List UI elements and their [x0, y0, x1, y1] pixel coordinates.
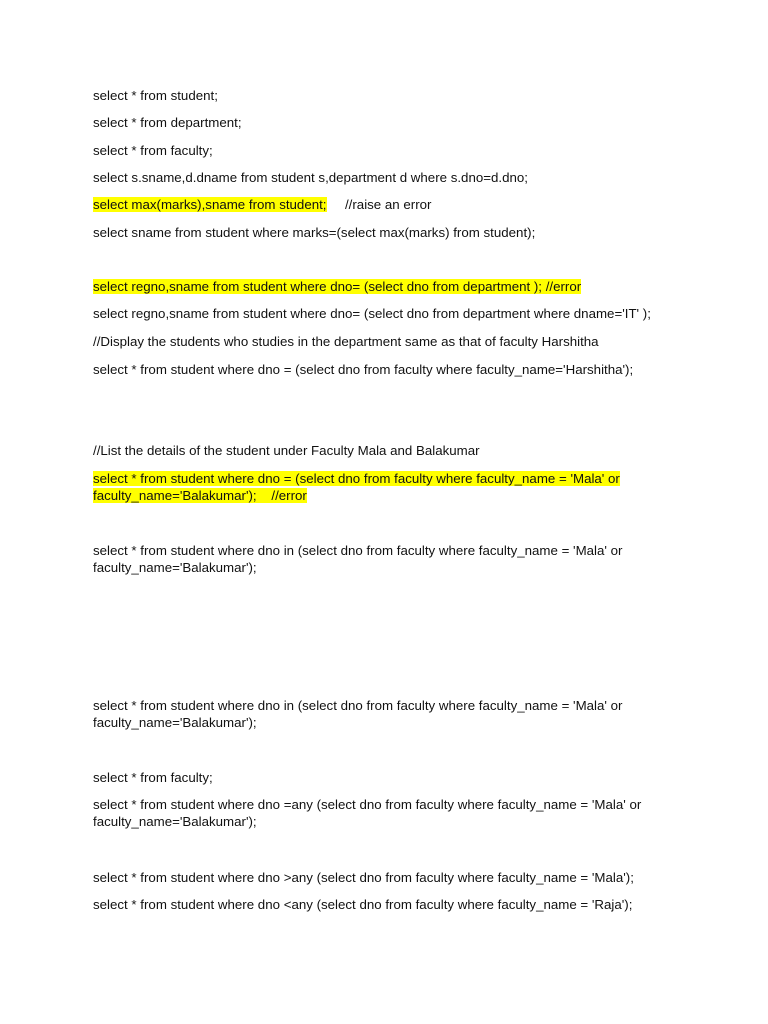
text-run: select * from student where dno =any (select dno from faculty where faculty_name = 'Mala' or: [93, 797, 642, 812]
document-line: [93, 796, 693, 814]
document-line: [93, 114, 693, 132]
document-line: [93, 224, 693, 242]
highlighted-text: select max(marks),sname from student;: [93, 197, 327, 212]
text-run: faculty_name='Balakumar');: [93, 715, 257, 730]
document-line: [93, 559, 693, 577]
document-line: [93, 813, 693, 831]
highlighted-text: select regno,sname from student where dno= (select dno from department ); //error: [93, 279, 582, 294]
text-run: select * from faculty;: [93, 770, 213, 785]
text-run: select * from student where dno = (select dno from faculty where faculty_name='Harshitha');: [93, 362, 634, 377]
document-line: [93, 169, 693, 187]
text-run: select * from student where dno <any (select dno from faculty where faculty_name = 'Raja');: [93, 897, 633, 912]
highlighted-text: faculty_name='Balakumar'); //error: [93, 488, 307, 503]
document-line: [93, 305, 693, 323]
document-line: [93, 896, 693, 914]
text-run: select * from faculty;: [93, 143, 213, 158]
document-line: [93, 142, 693, 160]
text-run: select * from student where dno in (select dno from faculty where faculty_name = 'Mala' or: [93, 698, 623, 713]
text-run: faculty_name='Balakumar');: [93, 814, 257, 829]
document-line: [93, 542, 693, 560]
text-run: select * from student where dno >any (select dno from faculty where faculty_name = 'Mala');: [93, 870, 634, 885]
text-run: //List the details of the student under Faculty Mala and Balakumar: [93, 443, 480, 458]
text-run: select * from department;: [93, 115, 242, 130]
document-line: [93, 697, 693, 715]
document-line: [93, 869, 693, 887]
text-run: select * from student;: [93, 88, 218, 103]
text-run: //raise an error: [326, 197, 432, 212]
document-line: [93, 278, 693, 296]
text-run: //Display the students who studies in the department same as that of faculty Harshitha: [93, 334, 599, 349]
document-line: [93, 487, 693, 505]
document-line: [93, 196, 693, 214]
text-run: select sname from student where marks=(select max(marks) from student);: [93, 225, 536, 240]
text-run: faculty_name='Balakumar');: [93, 560, 257, 575]
text-run: select regno,sname from student where dno= (select dno from department where dname='IT' );: [93, 306, 651, 321]
document-line: [93, 361, 693, 379]
document-line: [93, 470, 693, 488]
document-line: [93, 333, 693, 351]
text-run: select s.sname,d.dname from student s,department d where s.dno=d.dno;: [93, 170, 528, 185]
text-run: select * from student where dno in (select dno from faculty where faculty_name = 'Mala' or: [93, 543, 623, 558]
document-line: [93, 442, 693, 460]
highlighted-text: select * from student where dno = (select dno from faculty where faculty_name = 'Mala' or: [93, 471, 620, 486]
document-line: [93, 714, 693, 732]
document-line: [93, 769, 693, 787]
document-line: [93, 87, 693, 105]
